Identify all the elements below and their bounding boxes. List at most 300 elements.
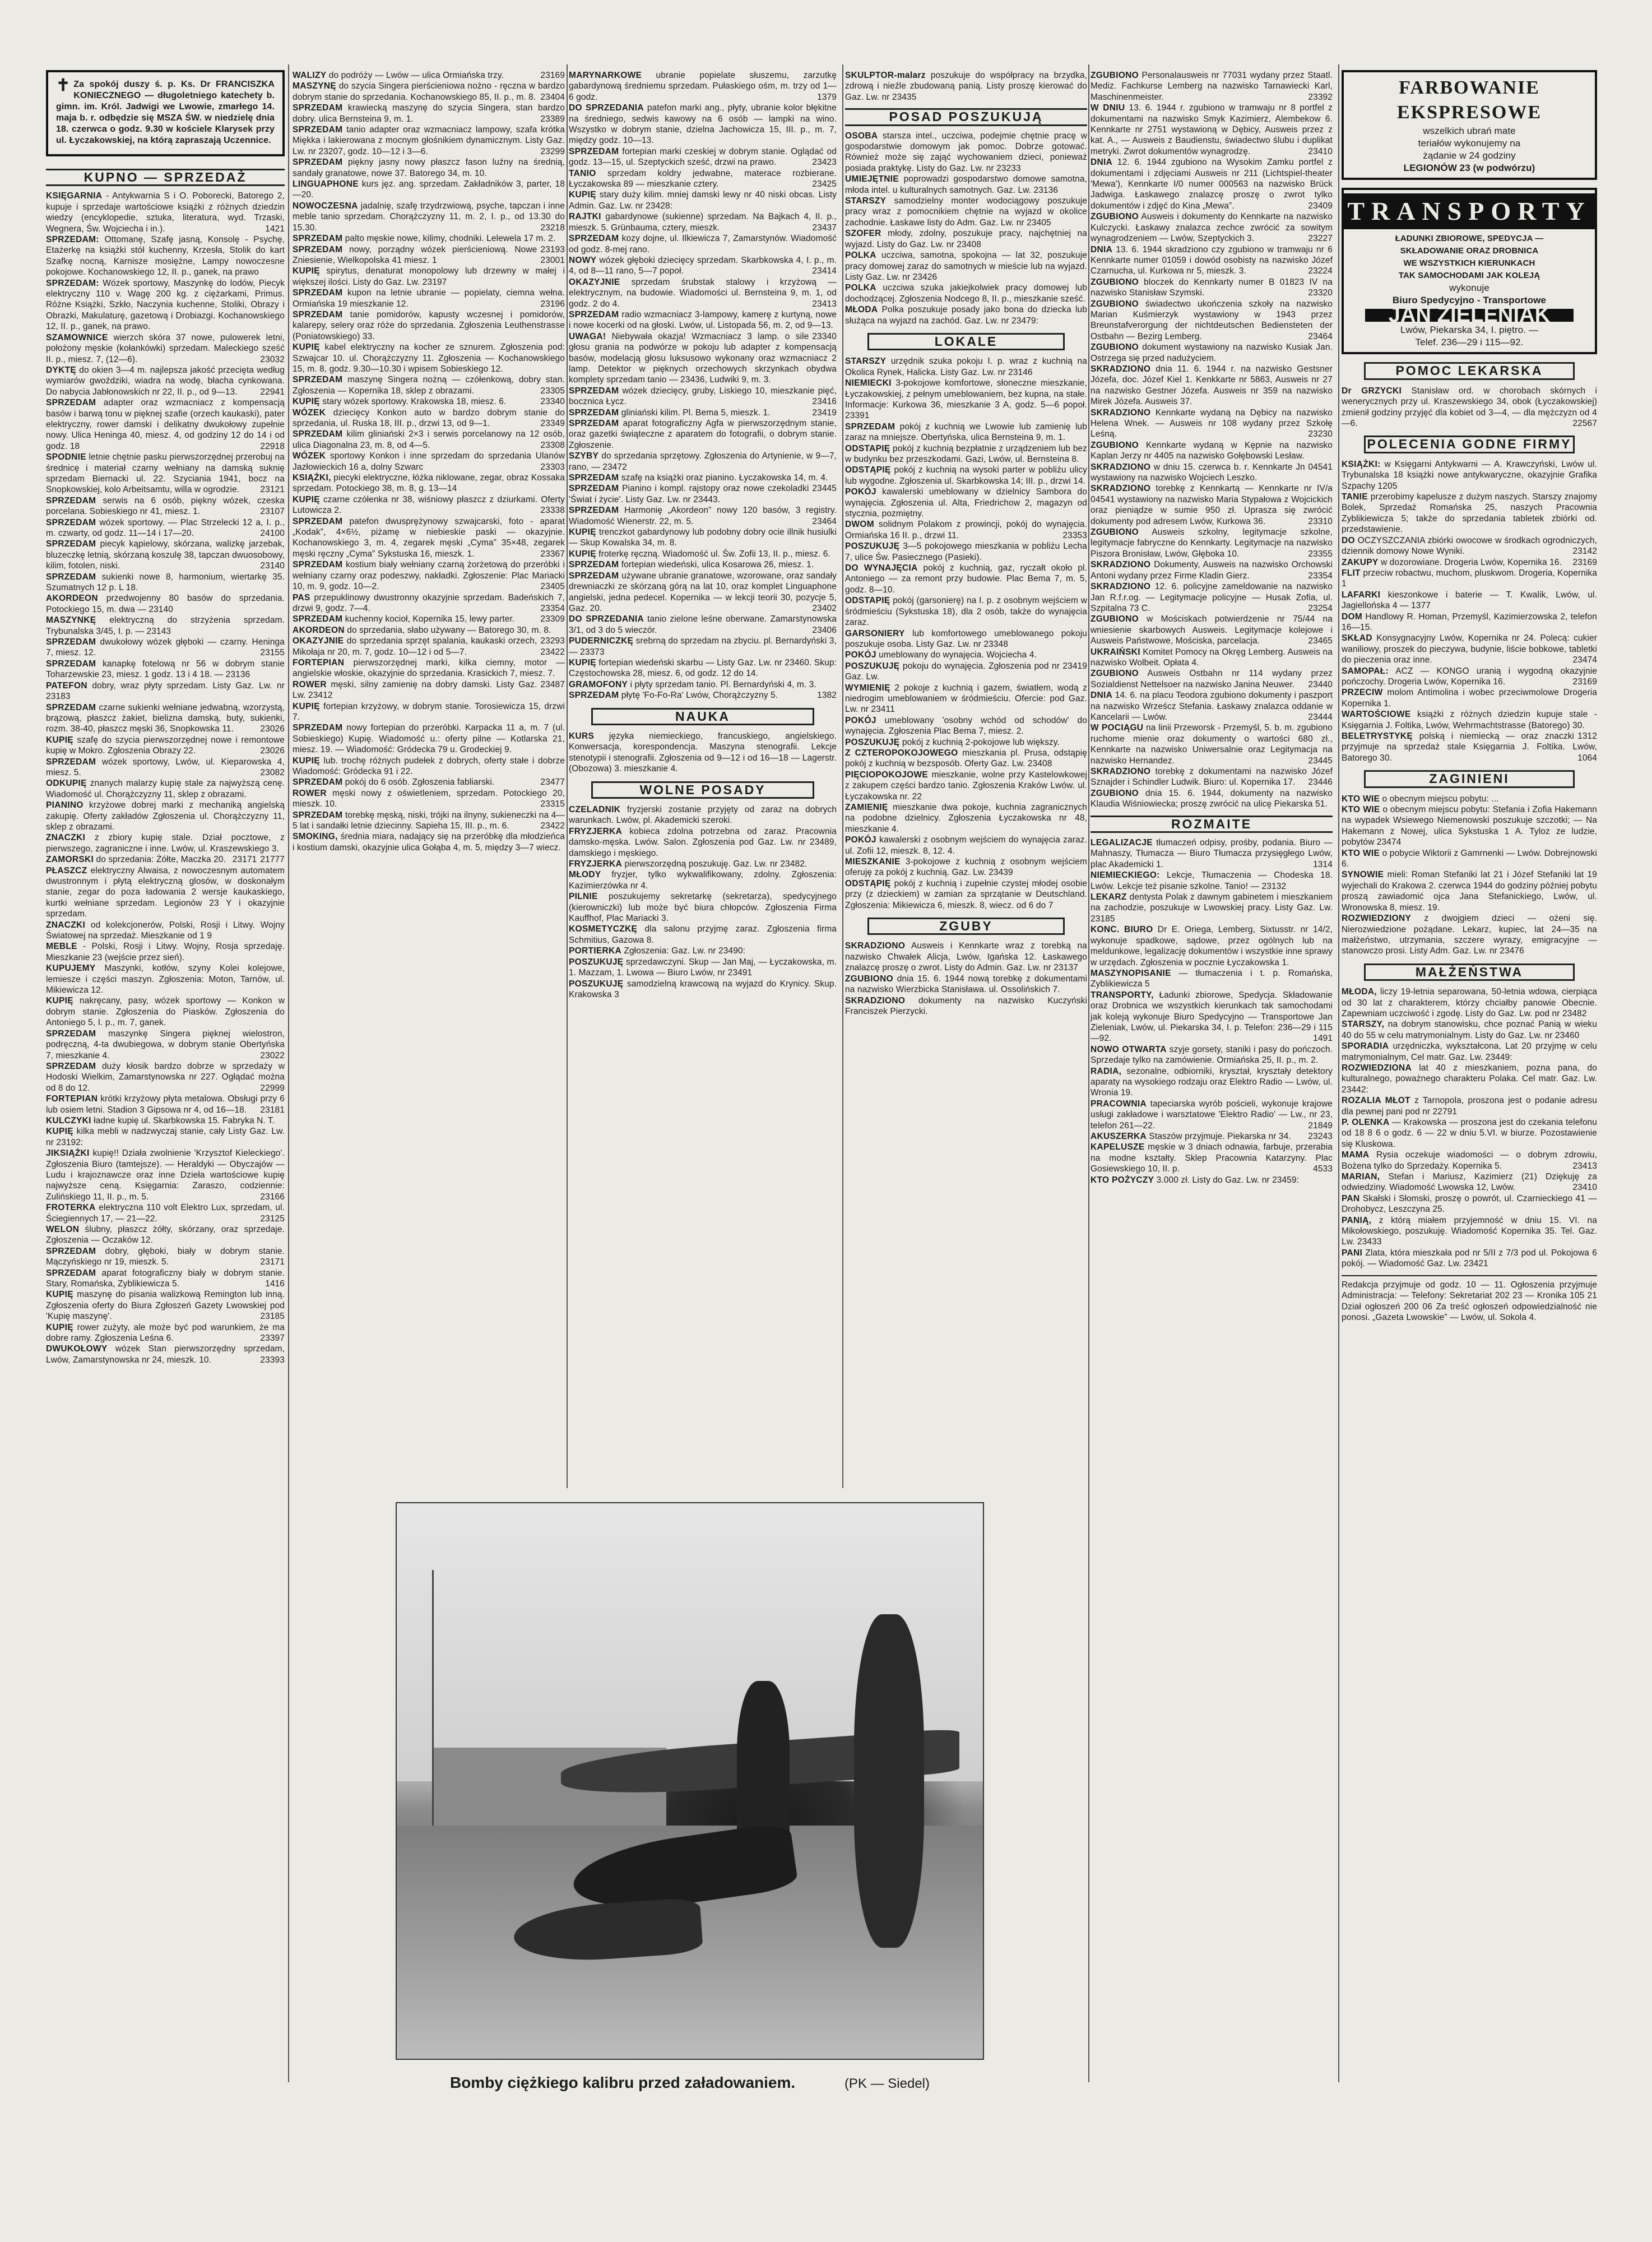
ad-keyword: W DNIU <box>1090 103 1125 113</box>
ad-keyword: PAS <box>293 592 310 603</box>
ad-keyword: MŁODA, <box>1342 987 1377 997</box>
ad-text: pierwszorzędnej marki, kilka ciemny, motor — angielskie włoskie, okazyjnie do sprzedania. Krasickich 7, miesz. 7. <box>293 657 565 679</box>
ad-keyword: ZAMIENIĘ <box>845 803 888 812</box>
classified-ad <box>569 527 837 549</box>
ad-keyword: SPRZEDAM <box>46 1268 96 1278</box>
ad-keyword: PILNIE <box>569 892 598 902</box>
classified-ad <box>293 288 565 309</box>
ad-text: Stefan i Mariusz, Kazimierz (21) Dziękuję za odwiedziny. Wiadomość Lwowska 12, Lwów. <box>1342 1172 1597 1193</box>
ad-text: pokój z kuchnią bezpłatnie z urządzeniem lub bez w budynku bez przeszkodami. Gazi, Lwów, ul. Bernsteina 8. <box>845 443 1087 464</box>
ad-text: piecyk kąpielowy, skórzana, walizkę jarzebak, bluzeczkę letnią, skórzaną koszulę 38, tapczan dwuosobowy, kilim, fotolen, niski. <box>46 539 285 571</box>
ad-text: starsza intel., uczciwa, podejmie chętnie pracę w gospodarstwie domowym jak pomoc. Dobrze gotować. Również może się zająć wychowaniem dzieci, ponieważ posiada praktykę. Listy do Gaz. Lw. nr 23233 <box>845 131 1087 173</box>
ad-keyword: BELETRYSTYKĘ <box>1342 731 1413 741</box>
ad-keyword: KUPIĘ <box>293 342 320 353</box>
ad-text: sprzedawczyni. Skup — Jan Maj, — Łyczakowska, m. 1. Mazzam, 1. Lwowa — Biuro Lwów, nr 23491 <box>569 957 837 978</box>
classified-ad <box>1342 869 1597 913</box>
ad-text: ubranie popielate słuszemu, zarzutkę gabardynową średniemu sprzedam. Pułaskiego ośm, m. trzy od 1—6 godz. <box>569 71 837 102</box>
ad-keyword: LINGUAPHONE <box>293 179 359 189</box>
ad-keyword: PORTIERKA <box>569 946 621 956</box>
ad-text: języka niemieckiego, francuskiego, angielskiego. Konwersacja, korespondencja. Maszyna stenografii. Lekcje stenotypii i stenografii. Zgłoszenia od 9—12 i od 16—18 — Lagerstr. (Obozowa) 3. mieszkanie 4. <box>569 731 837 774</box>
ad-text: Ładunki zbiorowe, Spedycja. Składowanie oraz Drobnica we wszystkich kierunkach tak samochodami jak koleją wykonuje Biuro Spedycyjno — Transportowe Jan Zieleniak, Lwów, ul. Piekarska 34, I. p. Telefon: 236—29 i 115—92. <box>1090 990 1333 1044</box>
classified-ad <box>845 541 1087 563</box>
ad-text: kupon na letnie ubranie — popielaty, ciemna wełna. Ormiańska 19 mieszkanie 12. <box>293 288 565 309</box>
ads-list <box>1342 986 1597 1117</box>
ad-reference-number: 23446 <box>1308 777 1333 788</box>
classified-ad <box>1090 211 1333 244</box>
ad-reference-number: 23032 <box>260 354 285 364</box>
ad-keyword: ZGUBIONO <box>1090 440 1139 450</box>
ad-keyword: JIKSIĄŻKI <box>46 1148 90 1159</box>
ad-keyword: SPRZEDAM <box>293 158 343 168</box>
ad-text: ACZ — KONGO uranią i wygodną okazyjnie pończochy. Drogeria Lwów, Kopernika 16. <box>1342 666 1597 687</box>
ad-reference-number: 23477 <box>540 777 565 788</box>
ad-reference-number: 23422 <box>540 647 565 657</box>
classified-ad <box>845 856 1087 878</box>
ad-text: o pobycie Wiktorii z Gamrnenki — Lwów. Dobrejnowski 6. <box>1342 848 1598 869</box>
ad-keyword: ZGUBIONO <box>1090 342 1139 353</box>
ad-keyword: DWOM <box>845 520 874 530</box>
ad-text: kostium biały wełniany czarną żorżetową do przeróbki i wełniany czarny oraz podeszwy, nakładki. Zgłoszenie: Plac Mariacki 10, m. 9, godz. 10—2. <box>293 560 565 592</box>
ad-text: o obecnym miejscu pobytu: ... <box>1380 794 1499 804</box>
classified-ad <box>293 201 565 233</box>
ad-text: urzędniczka, wykształcona, Lat 20 przyjmę w celu matrymonialnym, Cel matr. Gaz. Lw. 23449: <box>1342 1041 1597 1062</box>
classified-ad <box>46 659 285 680</box>
ad-text: przeciw robactwu, muchom, pluskwom. Drogeria, Kopernika 1 <box>1342 568 1597 589</box>
ad-reference-number: 23185 <box>260 1312 285 1322</box>
ad-reference-number: 23218 <box>540 223 565 233</box>
classified-ad <box>46 1268 285 1290</box>
ad-keyword: GARSONIERY <box>845 628 905 638</box>
ad-keyword: NIEMIECKI <box>845 378 892 388</box>
ad-keyword: AKORDEON <box>293 625 345 635</box>
classified-ad <box>1342 731 1597 763</box>
classified-ad <box>46 397 285 452</box>
ad-text: dobry, głęboki, biały w dobrym stanie. Mączyńskiego nr 19, mieszk. 5. <box>46 1246 285 1267</box>
ad-text: z zbiory kupię stale. Dział pocztowe, z pierwszego, zagraniczne i inne. Lwów, ul. Kraszewskiego 3. <box>46 833 285 854</box>
classified-ad <box>1090 788 1333 810</box>
ad-keyword: CZELADNIK <box>569 805 621 814</box>
ad-text: patefon marki ang., płyty, ubranie kolor błękitne na średniego, sedwis kawowy na 6 osób — lampki na wino. Wszystko w dobrym stanie, dzielna Jachowicza 15, III. p., m. 7, między godz. 10—13. <box>569 103 837 146</box>
ad-keyword: SPRZEDAM <box>569 560 619 570</box>
ad-keyword: SPRZEDAM <box>293 288 343 298</box>
ad-text: 3-pokojowe komfortowe, słoneczne mieszkanie, Łyczakowskiej, z pełnym umeblowaniem, bez kupna, na stałe. Informacje: Kurkowa 36, mieszkanie 3 A, godz. 5—6 popoł. 23391 <box>845 378 1087 421</box>
classified-ad <box>293 559 565 592</box>
column-4 <box>845 70 1087 1017</box>
ad-keyword: MASZYNKĘ <box>46 615 96 626</box>
classified-ad <box>1342 666 1597 688</box>
ad-keyword: ROWER <box>293 679 327 689</box>
ad-keyword: ZAKUPY <box>1342 557 1379 567</box>
ads-list <box>569 70 837 701</box>
ad-text: 13. 6. 1944 skradziono czy zgubiono w tramwaju nr 6 Kennkarte numer 01059 i dowód osobisty na nazwisko Józef Czarnucha, ul. Kurkowa nr 5, mieszk. 3. <box>1090 244 1333 276</box>
classified-ad <box>845 737 1087 748</box>
classified-ad <box>1342 804 1597 848</box>
ad-keyword: TANIE <box>1342 492 1368 502</box>
ad-keyword: RAJTKI <box>569 212 601 222</box>
ad-keyword: KUPIĘ <box>46 1322 73 1332</box>
ad-text: dziecięcy Konkon auto w bardzo dobrym stanie do sprzedania, ul. Ruska 18, III. p., drzwi 13, od 9—1. <box>293 407 565 428</box>
ad-line: TAK SAMOCHODAMI JAK KOLEJĄ <box>1398 271 1540 280</box>
ad-text: tanio adapter oraz wzmacniacz lampowy, szafa krótka Miękka i lakierowana z mocnym głośnikiem dynamicznym. Listy Gaz. Lw. nr 23207, godz. 10—12 i 3—6. <box>293 125 565 156</box>
ad-reference-number: 23340 <box>812 331 837 341</box>
ad-keyword: ODKUPIĘ <box>46 779 87 789</box>
ad-keyword: MASZYNOPISANIE <box>1090 968 1171 978</box>
ad-reference-number: 23465 <box>1308 636 1333 646</box>
ad-text: 14. 6. na placu Teodora zgubiono dokumenty i paszport na nazwisko Wrześcz Stefania. Łaskawy znalazca oddanie w Kancelarii — Lwów. <box>1090 691 1333 722</box>
classified-ad <box>845 650 1087 660</box>
ad-keyword: POSZUKUJĘ <box>845 737 900 747</box>
classified-ad <box>293 810 565 832</box>
ad-text: czarne czółenka nr 38, wiśniowy płaszcz z dziurkami. Oferty Lutowicza 2. <box>293 494 565 516</box>
classified-ad <box>569 946 837 956</box>
ad-text: lat 40 z mieszkaniem, pozna pana, do kulturalnego, poważnego charakteru Polaka. Cel matr. Gaz. Lw. 23442: <box>1342 1063 1597 1095</box>
ad-keyword: SPRZEDAM <box>293 560 343 570</box>
classified-ad <box>293 429 565 451</box>
classified-ad <box>845 995 1087 1017</box>
classified-ad <box>46 680 285 702</box>
ad-keyword: SKRADZIONO <box>845 941 906 951</box>
ad-text: Stanisław ord. w chorobach skórnych i wenerycznych przy ul. Kraszewskiego 34, obok (Łyczakowskiej) zmienił godziny przyjęć dla kobiet od 3—4, — dla mężczyzn od 4—6. <box>1342 386 1597 429</box>
classified-ad <box>1342 1063 1597 1095</box>
transporty-ad <box>1342 188 1597 354</box>
ad-text: dnia 15. 6. 1944 nową torebkę z dokumentami na nazwisko Wierzbicka Stanisława. ul. Ossolińskich 7. <box>845 974 1087 995</box>
ads-list <box>1342 459 1597 763</box>
ad-text: pokój z kuchnią 2-pokojowe lub większy. <box>899 737 1060 747</box>
classified-ad <box>845 356 1087 378</box>
column-1 <box>46 70 285 1365</box>
ad-text: duży kłosik bardzo dobrze w sprzedaży w Hodoski Wielkim, Zamarstynowska nr 227. Ogłądać można od 8 do 12. <box>46 1061 285 1093</box>
ad-keyword: LAFARKI <box>1342 590 1381 600</box>
column-5 <box>1090 70 1333 1185</box>
ad-keyword: POKÓJ <box>845 487 876 497</box>
ad-text: fortepian krzyżowy, w dobrym stanie. Torosiewicza 15, drzwi 7. <box>293 701 565 722</box>
ad-reference-number: 23437 <box>812 223 837 233</box>
ad-keyword: Z CZTEROPOKOJOWEGO <box>845 748 958 758</box>
ad-text: gliniański kilim. Pl. Bema 5, mieszk. 1. <box>619 407 771 418</box>
ad-reference-number: 23107 <box>260 507 285 517</box>
ad-keyword: PRACOWNIA <box>1090 1099 1147 1109</box>
classified-ad <box>1090 342 1333 364</box>
ad-keyword: TANIO <box>569 168 596 178</box>
ad-reference-number: 23293 <box>540 636 565 646</box>
ad-keyword: SZAMOWNICE <box>46 332 108 342</box>
ad-text: wierzch skóra 37 nowe, pulowerek letni, położony męskie (kołankówki) sprzedam. Maleckiego sześć II. p., miesz. 7, (12—6). <box>46 332 285 364</box>
classified-ad <box>293 179 565 201</box>
ad-keyword: DWUKOŁOWY <box>46 1344 108 1354</box>
classified-ad <box>569 386 837 407</box>
ad-reference-number: 1421 <box>265 224 285 234</box>
classified-ad <box>845 770 1087 802</box>
ad-text: na linii Przeworsk - Przemyśl, 5. b. m. zgubiono ruchome mienie oraz dokumenty o wartości 680 zł., Kennkarte na nazwisko Uniwersalnie oraz Legitymacja na nazwisko Hernandez. <box>1090 723 1333 766</box>
ad-reference-number: 23338 <box>540 506 565 516</box>
ad-keyword: SKRADZIONO <box>1090 767 1151 776</box>
ad-keyword: WÓZEK <box>293 451 326 461</box>
ad-text: Harmonię „Akordeon” nowy 120 basów, 3 registry. Wiadomość Wienerstr. 22, m. 5. <box>569 506 837 526</box>
ad-text: mieszkanie dwa pokoje, kuchnia zagranicznych na podobne dzielnicy. Zgłoszenia Łyczakowska nr 48, mieszkanie 4. <box>845 803 1087 834</box>
ad-reference-number: 23406 <box>812 625 837 635</box>
obituary-box <box>46 70 285 156</box>
ad-keyword: POLKA <box>845 283 876 293</box>
section-heading-pomoc: POMOC LEKARSKA <box>1364 362 1575 379</box>
classified-ad <box>569 731 837 775</box>
classified-ad <box>1342 913 1597 957</box>
ad-keyword: SAMOPAŁ: <box>1342 666 1389 676</box>
ads-list <box>845 131 1087 326</box>
ads-list <box>1342 794 1597 957</box>
ad-text: Maszynki, kotłów, szyny Kolei kolejowe, lemiesze i części maszyn. Zgłoszenia: Moton, Tarnów, ul. Mikiewicza 12. <box>46 963 285 995</box>
ad-keyword: SZYBY <box>569 451 599 461</box>
ad-text: dokument wystawiony na nazwisko Kusiak Jan. Ostrzega się przed nadużyciem. <box>1090 342 1333 363</box>
ad-keyword: MARYNARKOWE <box>569 71 642 80</box>
ad-keyword: SPRZEDAM <box>293 103 343 113</box>
classified-ad <box>1342 848 1597 870</box>
ad-keyword: SPRZEDAM <box>46 659 96 669</box>
ad-reference-number: 23181 <box>260 1105 285 1115</box>
ad-text: mieszkanie, wolne przy Kastelowkowej z zakupem części bardzo tanio. Zgłoszenia Kraków Lwów. ul. Łyczakowska nr. 22 <box>845 770 1087 802</box>
ad-line: Lwów, Piekarska 34, I. piętro. — <box>1400 325 1539 336</box>
ad-line: LEGIONÓW 23 (w podwórzu) <box>1403 163 1535 173</box>
ad-keyword: SPORADIA <box>1342 1041 1389 1051</box>
classified-ad <box>1090 364 1333 407</box>
classified-ad <box>293 407 565 429</box>
ad-keyword: SPRZEDAM <box>569 484 619 494</box>
ad-reference-number: 1314 <box>1313 859 1333 869</box>
classified-ad <box>1342 1041 1597 1063</box>
classified-ad <box>293 636 565 657</box>
ad-reference-number: 21849 <box>1308 1120 1333 1131</box>
classified-ad <box>293 124 565 157</box>
ad-text: elektryczna 110 volt Elektro Lux, sprzedam, ul. Ściegiennych 17, — 21—22. <box>46 1203 285 1224</box>
ad-keyword: ZGUBIONO <box>1090 614 1139 624</box>
ad-keyword: MEBLE <box>46 942 77 952</box>
ad-reference-number: 23310 <box>1308 516 1333 526</box>
classified-ad <box>46 517 285 539</box>
ad-keyword: KUPIĘ <box>569 527 596 538</box>
ad-keyword: KUPIĘ <box>293 494 320 504</box>
ad-text: urzędnik szuka pokoju I. p. wraz z kuchnią na Okolica Rynek, Halicka. Listy Gaz. Lw. nr 23146 <box>845 356 1087 377</box>
classified-ad <box>1090 559 1333 581</box>
classified-ad <box>1342 1117 1597 1150</box>
ad-keyword: AKORDEON <box>46 594 98 604</box>
classified-ad <box>46 941 285 963</box>
ad-keyword: KONC. BIURO <box>1090 925 1153 935</box>
ad-text: w dniu 15. czerwca b. r. Kennkarte Jn 04541 wystawiony na nazwisko Wojciech Leszko. <box>1090 462 1333 483</box>
classified-ad <box>293 266 565 288</box>
ad-keyword: SPRZEDAM <box>293 614 343 624</box>
ad-text: tanie pomidorów, kapusty wczesnej i pomidorów, kalarepy, selery oraz róże do sprzedania. Zgłoszenia Leuthenstrasse (Poniatowskiego) 33. <box>293 309 565 341</box>
ad-keyword: P. OLENKA <box>1342 1118 1390 1127</box>
ad-keyword: STARSZY, <box>1342 1020 1385 1030</box>
classified-ad <box>1090 766 1333 788</box>
ad-text: 3-pokojowe z kuchnią z osobnym wejściem oferuję za pokój z kuchnią. Gaz. Lw. 23439 <box>845 857 1087 878</box>
ad-keyword: KUPIĘ <box>46 1290 73 1300</box>
ad-name: JAN ZIELENIAK <box>1365 309 1574 322</box>
classified-ad <box>46 1029 285 1061</box>
ad-keyword: SPRZEDAM <box>46 539 96 549</box>
ad-reference-number: 23423 <box>812 158 837 168</box>
classified-ad <box>46 1246 285 1268</box>
column-3 <box>569 70 837 1000</box>
classified-ad <box>1090 483 1333 527</box>
ad-text: czarne sukienki wełniane jedwabną, wzorzystą, brązową, płaszcz żakiet, bielizna damską, buty, sukienki, rozm. 38-40, płaszcz męski 36, Snopkowska 11. <box>46 702 285 734</box>
ad-reference-number: 1491 <box>1313 1034 1333 1044</box>
classified-ad <box>293 396 565 407</box>
ad-text: OCZYSZCZANIA zbiórki owocowe w środkach ogrodniczych, dziennik domowy Nowe Wyniki. <box>1342 535 1597 557</box>
ads-list <box>845 70 1087 103</box>
ad-line: Biuro Spedycyjno - Transportowe <box>1392 295 1547 305</box>
ad-reference-number: 23389 <box>540 114 565 124</box>
classified-ad <box>293 342 565 374</box>
classified-ad <box>1090 70 1333 103</box>
ad-text: młody, zdolny, poszukuje pracy, najchętniej na wyjazd. Listy do Gaz. Lw. nr 23408 <box>845 229 1087 249</box>
ad-reference-number: 23001 <box>540 255 565 265</box>
ad-keyword: PANIĄ, <box>1342 1215 1372 1225</box>
classified-ad <box>1090 1099 1333 1131</box>
classified-ad <box>569 331 837 386</box>
ad-text: nakręcany, pasy, wózek sportowy — Konkon w dobrym stanie. Zgłoszenia do Piasków. Zgłoszenia do Antoniego 5, I. p., m. 7, ganek. <box>46 996 285 1028</box>
classified-ad <box>569 168 837 190</box>
classified-ad <box>569 957 837 979</box>
ad-reference-number: 23320 <box>1308 288 1333 298</box>
ad-keyword: NIEMIECKIEGO: <box>1090 870 1160 881</box>
ad-keyword: SKRADZIONO <box>1090 560 1151 570</box>
classified-ad <box>845 628 1087 650</box>
ad-reference-number: 23444 <box>1308 712 1333 722</box>
section-heading-nauka: NAUKA <box>591 708 814 725</box>
photo-credit: (PK — Siedel) <box>844 2076 930 2091</box>
ad-keyword: WARTOŚCIOWE <box>1342 710 1411 720</box>
ad-text: Dokumenty, Ausweis na nazwisko Orchowski Antoni wydany przez Firme Kladin Gierz. <box>1090 560 1333 581</box>
ad-reference-number: 23410 <box>1572 1183 1597 1193</box>
classified-ad <box>1090 1066 1333 1099</box>
classified-ad <box>845 282 1087 304</box>
ad-text: przedwojenny 80 basów do sprzedania. Potockiego 15, m. dwa — 23140 <box>46 594 285 614</box>
classified-ad <box>46 920 285 942</box>
farbowanie-title: FARBOWANIE EKSPRESOWE <box>1396 77 1542 123</box>
classified-ad <box>1342 612 1597 633</box>
ad-text: Ausweis i dokumenty do Kennkarte na nazwisko Kulczycki. Łaskawy znalazca zechce zwrócić za sowitym wynagrodzeniem — Lwów, Szeptyckich 3. <box>1090 212 1333 244</box>
ad-reference-number: 23196 <box>540 299 565 309</box>
ad-text: krzyżowe dobrej marki z mechaniką angielską zakupię. Oferty zakładów Zgłoszenia ul. Chorążczyzny 11, sklep z obrazami. <box>46 800 285 832</box>
ad-keyword: STARSZY <box>845 196 887 206</box>
ad-text: palto męskie nowe, kilimy, chodniki. Lelewela 17 m. 2. <box>342 234 556 244</box>
ad-text: mieszkania pl. Prusa, odstąpię pokój z kuchnią w bezsposób. Oferty Gaz. Lw. 23408 <box>845 748 1088 769</box>
ad-text: 13. 6. 1944 r. zgubiono w tramwaju nr 8 portfel z dokumentami na nazwisko Smyk Kazimierz, Alembekow 6. Kennkarte nr 2751 wystawioną w Dębicy, Ausweis przez z kat. A., — Ausweis z Baudienstu, świadectwo ślubu i duplikat metryki. Zwrot dokumentów wynagrodzę. <box>1090 103 1333 156</box>
classified-ad <box>1090 614 1333 646</box>
classified-ad <box>569 103 837 146</box>
ad-text: znanych malarzy kupię stale za najwyższą cenę. Wiadomość ul. Chorążczyzny 11, sklep z obrazami. <box>46 779 285 799</box>
ad-text: 12. 6. 1944 zgubiono na Wysokim Zamku portfel z dokumentami i zdjęciami Ausweis nr 211 (Lichtspiel-theater 'Mewa'), Kennkarte I/0 numer 000563 na nazwisko Brück Jadwiga. Łaskawego znalazcę proszę o zwrot tylko dokumentów i zdjęć do Kina „Mewa”. <box>1090 158 1333 211</box>
ad-text: lub komfortowego umeblowanego pokoju poszukuje osoba. Listy Gaz. Lw. nr 23348 <box>845 628 1087 649</box>
ad-keyword: GRAMOFONY <box>569 679 628 689</box>
ad-reference-number: 24100 <box>260 529 285 538</box>
section-heading-malzenstwa: MAŁŻEŃSTWA <box>1364 963 1575 981</box>
classified-ad <box>845 941 1087 973</box>
classified-ad <box>293 679 565 701</box>
ad-keyword: KTO WIE <box>1342 848 1380 858</box>
classified-ad <box>293 592 565 614</box>
ad-keyword: SPRZEDAM <box>46 1246 96 1256</box>
ad-text: torebkę z dokumentami na nazwisko Józef Sznajder i Schindler Ludwik. Biuro: ul. Kopernika 17. <box>1090 767 1333 788</box>
classified-ad <box>293 722 565 755</box>
section-heading-polecenia: POLECENIA GODNE FIRMY <box>1364 436 1575 453</box>
ad-keyword: NOWY <box>569 255 597 265</box>
ad-keyword: SKRADZIONO <box>1090 462 1151 472</box>
ad-text: z Tarnopola, proszona jest o podanie adresu dla pewnej pani pod nr 22791 <box>1342 1096 1597 1117</box>
classified-ad <box>569 859 837 869</box>
classified-ad <box>46 572 285 594</box>
ad-keyword: LEGALIZACJE <box>1090 838 1153 848</box>
ad-text: stary wózek sportowy. Krakowska 18, miesz. 6. <box>319 397 507 407</box>
classified-ad <box>845 443 1087 465</box>
ad-text: - Polski, Rosji i Litwy. Wojny, Rosja sprzedaję. Mieszkanie 23 (wejście przez sień). <box>46 942 285 962</box>
ad-line: wykonuje <box>1449 282 1489 293</box>
classified-ad <box>569 233 837 255</box>
ad-keyword: AKUSZERKA <box>1090 1132 1147 1141</box>
ad-text: rower zużyty, ale może być pod warunkiem, że ma dobre ramy. Zgłoszenia Leśna 6. <box>46 1322 285 1344</box>
classified-ad <box>293 374 565 396</box>
ad-text: Ausweis Ostbahn nr 114 wydany przez Sozialdienst Nettelsoer na nazwisko Janina Neuwer. <box>1090 669 1333 689</box>
classified-ad <box>569 559 837 570</box>
classified-ad <box>845 228 1087 250</box>
ads-list <box>293 70 565 853</box>
ad-reference-number: 23121 <box>260 485 285 495</box>
ad-keyword: ROZWIEDZIONY <box>1342 914 1412 924</box>
ad-keyword: KUPIĘ <box>293 266 320 276</box>
ad-keyword: SPRZEDAM <box>569 419 619 428</box>
classified-ad <box>1090 722 1333 766</box>
ad-reference-number: 22918 <box>260 441 285 451</box>
ad-keyword: SPRZEDAM <box>46 1061 96 1071</box>
ad-reference-number: 23353 <box>1062 530 1087 540</box>
ad-text: pokój do 6 osób. Zgłoszenia fabliarski. <box>342 777 495 788</box>
ad-keyword: SPRZEDAM <box>569 691 619 701</box>
column-rule <box>1338 64 1339 2082</box>
classified-ad <box>1342 1193 1597 1215</box>
ad-line: teriałów wykonujemy na <box>1418 138 1521 149</box>
classified-ad <box>569 451 837 473</box>
ad-keyword: FLIT <box>1342 568 1361 578</box>
ad-reference-number: 22941 <box>260 387 285 397</box>
ad-keyword: ZGUBIONO <box>1090 71 1139 80</box>
classified-ad <box>293 233 565 254</box>
ad-text: pokój (garsonierę) na I. p. z osobnym wejściem w śródmieściu (Sykstuska 18), dla 2 osób, także do wynajęcia zaraz. <box>845 596 1087 628</box>
farbowanie-ad <box>1342 70 1597 180</box>
classified-ad <box>1342 1215 1597 1248</box>
ad-reference-number: 23445 <box>812 484 837 494</box>
ad-keyword: POKÓJ <box>845 715 876 725</box>
ad-text: krawiecką maszynę do szycia Singera, stan bardzo dobry. ulica Bernsteina 9, m. 1. <box>293 103 565 124</box>
ad-reference-number: 23169 <box>540 71 565 80</box>
classified-ad <box>293 157 565 179</box>
ad-text: uczciwa, samotna, spokojna — lat 32, poszukuje pracy domowej zaraz do samotnych w mieście lub na wyjazd. Listy Gaz. Lw. nr 23426 <box>845 251 1087 282</box>
ad-keyword: KUPIĘ <box>569 549 596 559</box>
ad-text: z dwojgiem dzieci — ożeni się. Nierozwiedzione pożądane. Lekarz, kupiec, lat 24—35 na małżeństwo, utrzymania, szczere wyrazy, emigracyjne — stanowczo prosi. Listy Adm. Gaz. Lw. nr 23476 <box>1342 914 1597 956</box>
ad-text: tanio zielone leśne oberwane. Zamarstynowska 3/1, od 3 do 5 wieczór. <box>569 614 837 635</box>
ad-text: — tłumaczenia i t. p. Romańska, Zyblikiewicza 5 <box>1090 968 1333 989</box>
ad-text: sprzedam śrubstak stalowy i krzyżową — elektrycznym, na budowie. Wiadomości ul. Bernsteina 9, m. 1, od godz. 2 do 4. <box>569 277 837 309</box>
ad-reference-number: 23193 <box>540 244 565 254</box>
ad-keyword: OSOBA <box>845 131 878 141</box>
ad-text: poprowadzi gospodarstwo domowe samotna, młoda intel. u kulturalnych samotnych. Gaz. Lw. 23136 <box>845 174 1087 195</box>
ad-reference-number: 23171 <box>232 855 257 865</box>
ad-keyword: SPRZEDAM: <box>46 235 99 245</box>
ad-text: kilim gliniański 2×3 i serwis porcelanowy na 12 osób, ulica Diagonalna 23, m. 8, od 4—5. <box>293 429 565 450</box>
classified-ad <box>293 516 565 560</box>
ad-keyword: KUPIĘ <box>293 397 320 407</box>
classified-ad <box>845 802 1087 835</box>
ad-text: wózek głęboki dziecięcy sprzedam. Skarbkowska 4, I. p., m. 4, od 8—11 rano, 5—7 popoł. <box>569 255 837 276</box>
